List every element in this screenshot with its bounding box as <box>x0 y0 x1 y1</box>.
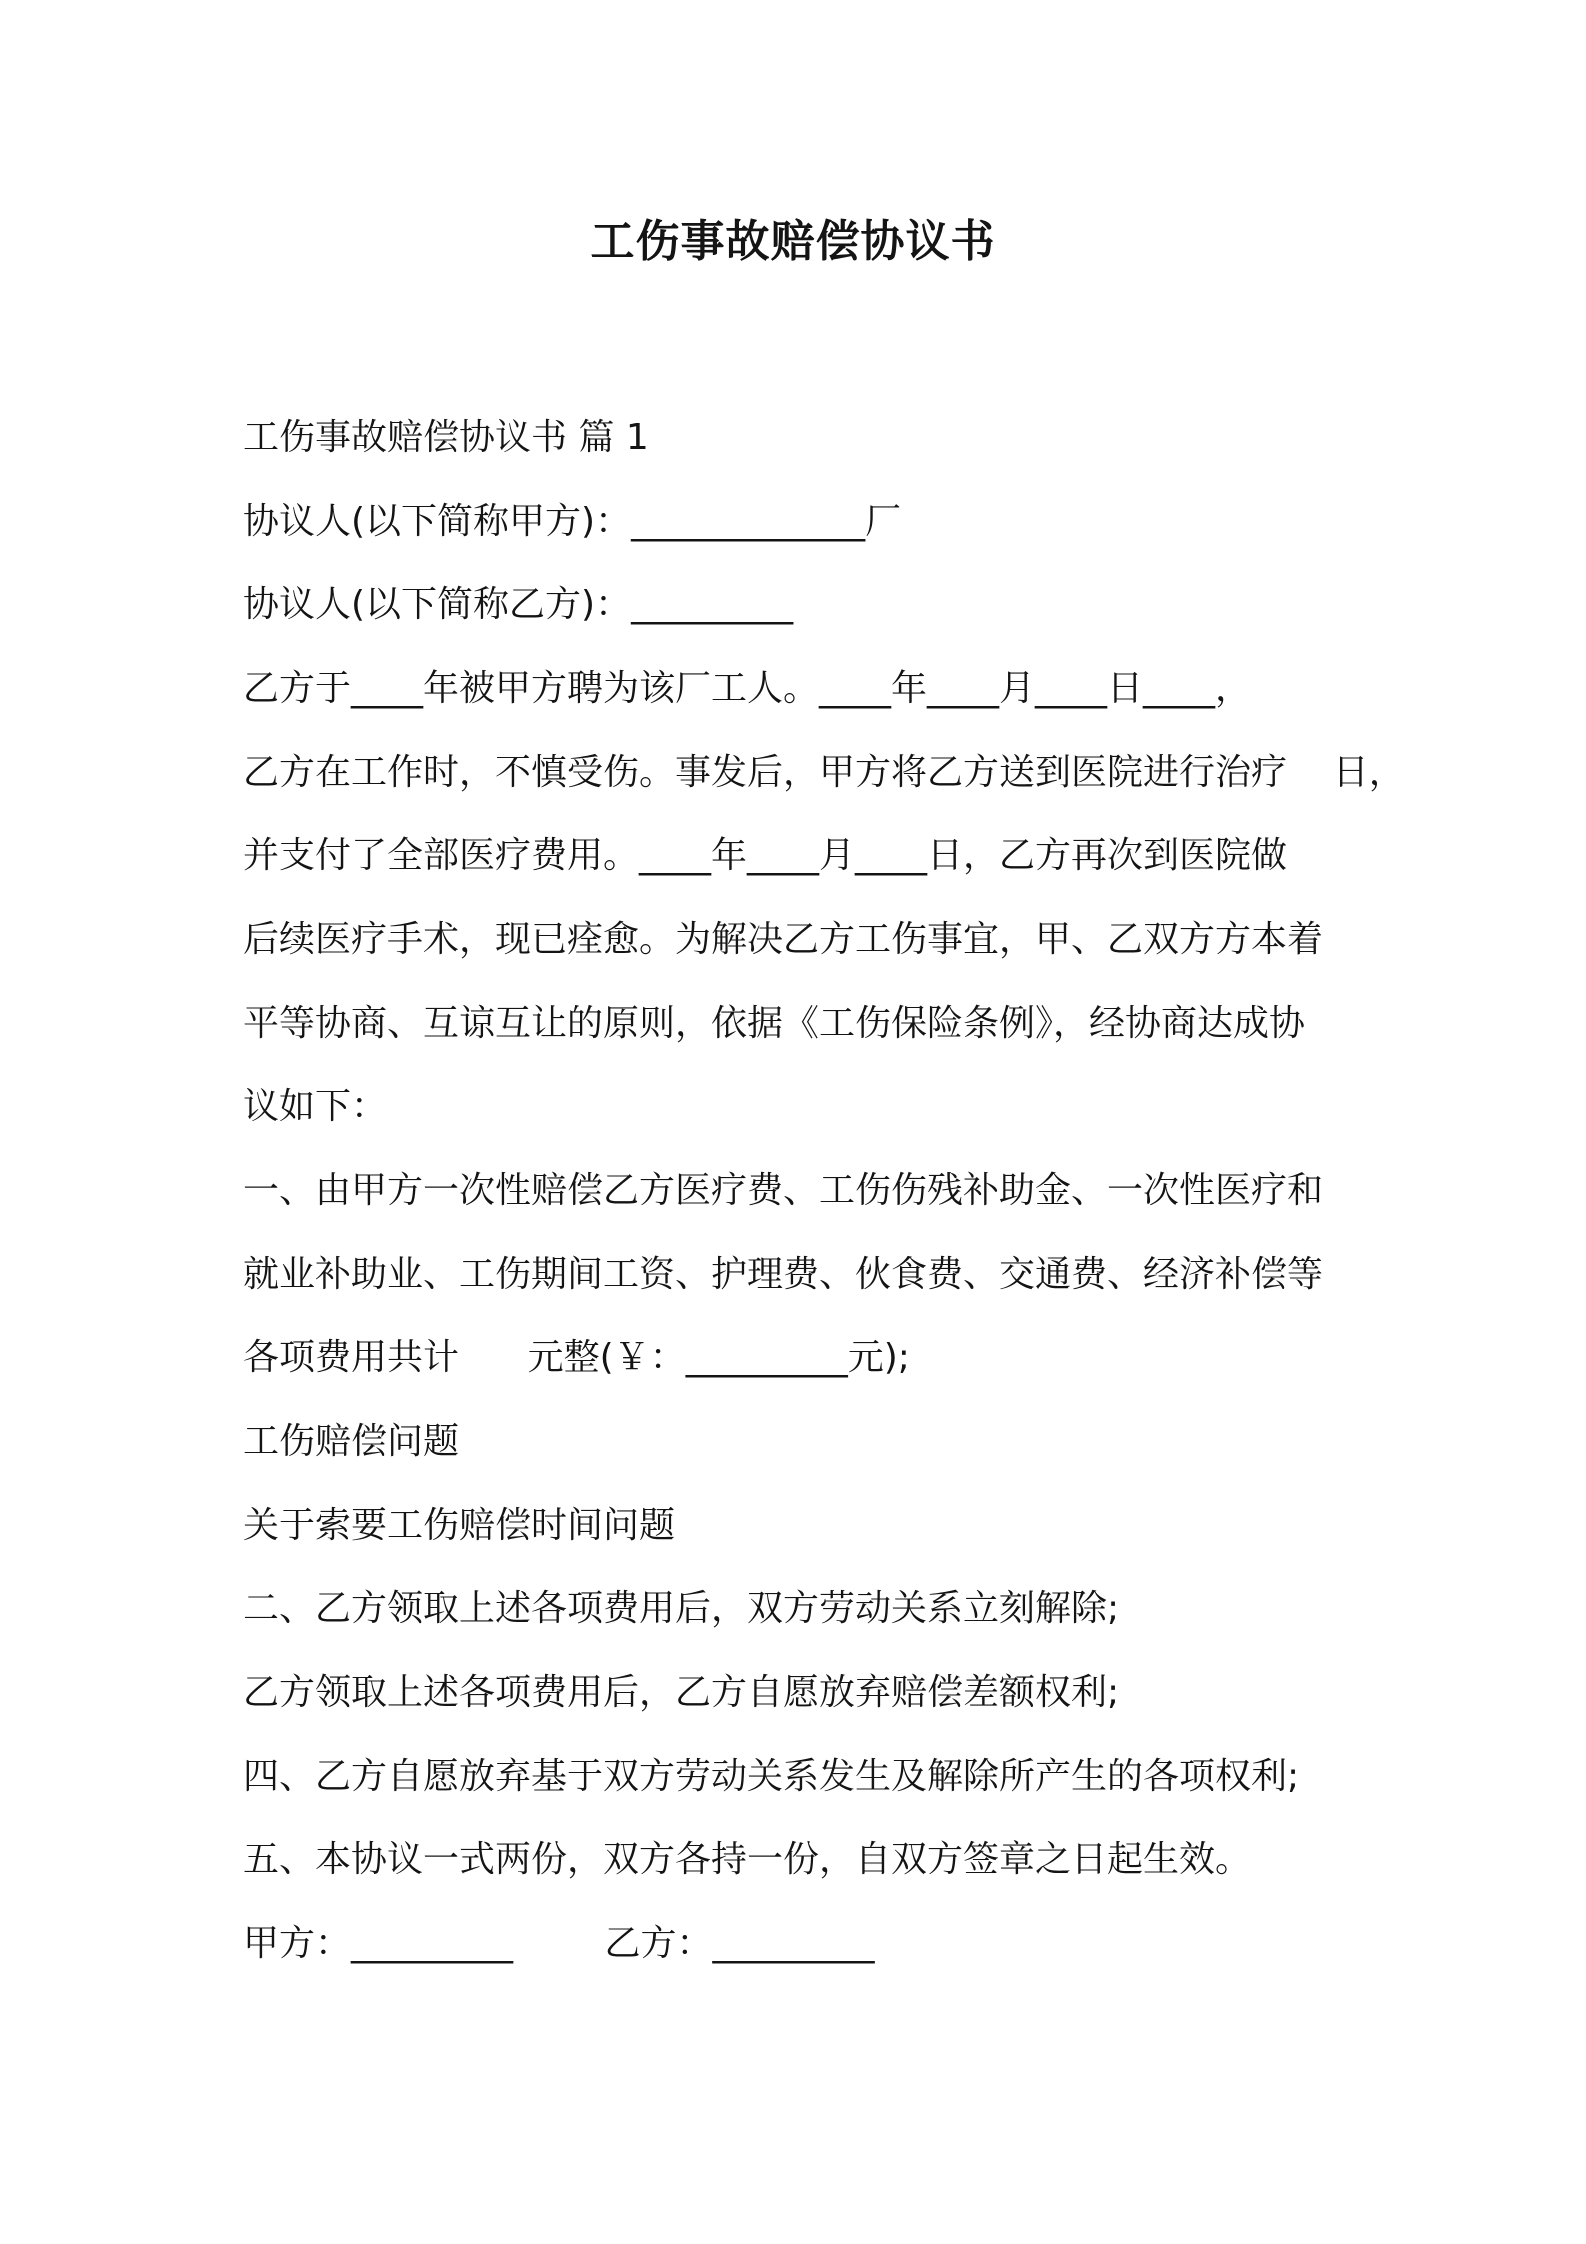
clause-5: 五、本协议一式两份，双方各持一份，自双方签章之日起生效。 <box>243 1839 1252 1880</box>
body-line: 并支付了全部医疗费用。____年____月____日，乙方再次到医院做 <box>243 835 1288 876</box>
body-line: 议如下： <box>243 1086 388 1127</box>
clause-1-cont: 就业补助业、工伤期间工资、护理费、伙食费、交通费、经济补偿等 <box>243 1254 1324 1295</box>
body-line: 乙方在工作时，不慎受伤。事发后，甲方将乙方送到医院进行治疗 日， <box>243 752 1405 793</box>
clause-2: 二、乙方领取上述各项费用后，双方劳动关系立刻解除; <box>243 1588 1120 1629</box>
topic-line: 关于索要工伤赔偿时间问题 <box>243 1505 676 1546</box>
clause-1-amount: 各项费用共计 元整(￥：_________元); <box>243 1337 910 1378</box>
document-title: 工伤事故赔偿协议书 <box>590 216 996 267</box>
body-line: 乙方于____年被甲方聘为该厂工人。____年____月____日____， <box>243 668 1252 709</box>
clause-4: 四、乙方自愿放弃基于双方劳动关系发生及解除所产生的各项权利; <box>243 1756 1300 1797</box>
clause-1: 一、由甲方一次性赔偿乙方医疗费、工伤伤残补助金、一次性医疗和 <box>243 1170 1324 1211</box>
party-a-line: 协议人(以下简称甲方)：_____________厂 <box>243 501 902 542</box>
clause-3: 乙方领取上述各项费用后，乙方自愿放弃赔偿差额权利; <box>243 1672 1120 1713</box>
topic-line: 工伤赔偿问题 <box>243 1421 460 1462</box>
body-line: 平等协商、互谅互让的原则，依据《工伤保险条例》，经协商达成协 <box>243 1003 1306 1044</box>
party-b-line: 协议人(以下简称乙方)：_________ <box>243 584 794 625</box>
body-line: 后续医疗手术，现已痊愈。为解决乙方工伤事宜，甲、乙双方方本着 <box>243 919 1324 960</box>
signature-line: 甲方：_________ 乙方：_________ <box>243 1923 875 1964</box>
section-heading: 工伤事故赔偿协议书 篇 1 <box>243 417 649 458</box>
